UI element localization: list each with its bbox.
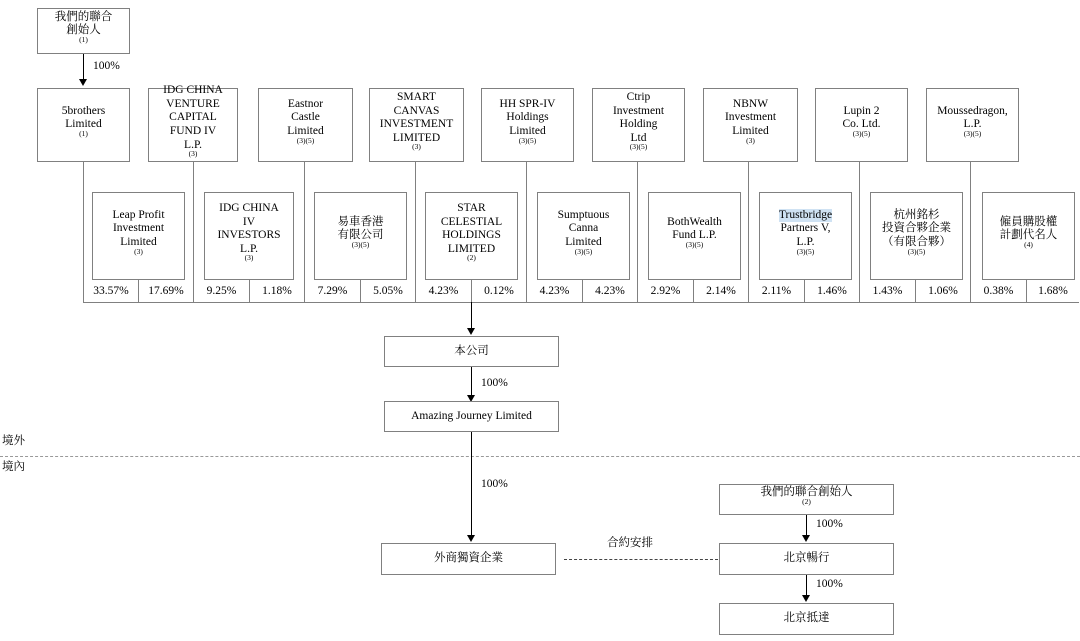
percent-cell-12: 2.11% bbox=[748, 280, 804, 302]
percent-cell-1: 17.69% bbox=[138, 280, 193, 302]
label-contract-arrangement: 合約安排 bbox=[607, 537, 653, 549]
arrow-aj-to-wfoe bbox=[467, 535, 475, 542]
entity-idg-china-iv-investors: IDG CHINA IV INVESTORS L.P. $^{(3)}$ bbox=[204, 192, 294, 280]
percent-aj-wfoe: 100% bbox=[481, 478, 508, 490]
founders2-box: 我們的聯合創始人 $^{(2)}$ bbox=[719, 484, 894, 515]
stem-t1-6 bbox=[748, 162, 749, 280]
stem-t1-3 bbox=[415, 162, 416, 280]
entity-company: 本公司 bbox=[384, 336, 559, 367]
percent-cell-14: 1.43% bbox=[859, 280, 915, 302]
stem-t1-4 bbox=[526, 162, 527, 280]
entity-eastnor-castle: Eastnor Castle Limited $^{(3)(5)}$ bbox=[258, 88, 353, 162]
entity-beijing-changxing: 北京暢行 bbox=[719, 543, 894, 575]
percent-cell-11: 2.14% bbox=[693, 280, 748, 302]
percent-cell-7: 0.12% bbox=[471, 280, 526, 302]
percent-founders-5brothers: 100% bbox=[93, 60, 120, 72]
stem-t1-1 bbox=[193, 162, 194, 280]
percent-cell-15: 1.06% bbox=[915, 280, 970, 302]
entity-wfoe: 外商獨資企業 bbox=[381, 543, 556, 575]
entity-yiche-hongkong: 易車香港 有限公司 $^{(3)(5)}$ bbox=[314, 192, 407, 280]
percent-company-aj: 100% bbox=[481, 377, 508, 389]
contract-line bbox=[564, 559, 718, 560]
entity-beijing-didi: 北京抵達 bbox=[719, 603, 894, 635]
entity-moussedragon: Moussedragon, L.P. $^{(3)(5)}$ bbox=[926, 88, 1019, 162]
entity-hh-spr-iv: HH SPR-IV Holdings Limited $^{(3)(5)}$ bbox=[481, 88, 574, 162]
percent-changxing-didi: 100% bbox=[816, 578, 843, 590]
entity-nbnw-investment: NBNW Investment Limited $^{(3)}$ bbox=[703, 88, 798, 162]
connector-collector-to-company bbox=[471, 302, 472, 330]
arrow-founders-to-5brothers bbox=[79, 79, 87, 86]
percent-cell-0: 33.57% bbox=[83, 280, 138, 302]
percent-cell-6: 4.23% bbox=[415, 280, 471, 302]
connector-changxing-to-didi bbox=[806, 575, 807, 596]
jurisdiction-divider bbox=[0, 456, 1080, 457]
percent-cell-3: 1.18% bbox=[249, 280, 304, 302]
entity-trustbridge-partners: Trustbridge Partners V, L.P. $^{(3)(5)}$ bbox=[759, 192, 852, 280]
percent-cell-17: 1.68% bbox=[1026, 280, 1079, 302]
connector-company-to-aj bbox=[471, 367, 472, 396]
entity-bothwealth-fund: BothWealth Fund L.P. $^{(3)(5)}$ bbox=[648, 192, 741, 280]
percent-cell-9: 4.23% bbox=[582, 280, 637, 302]
percent-cell-2: 9.25% bbox=[193, 280, 249, 302]
entity-leap-profit: Leap Profit Investment Limited $^{(3)}$ bbox=[92, 192, 185, 280]
arrow-changxing-to-didi bbox=[802, 595, 810, 602]
stem-t1-0 bbox=[83, 162, 84, 280]
founders-line1: 我們的聯合 bbox=[54, 10, 113, 23]
label-onshore: 境內 bbox=[2, 461, 25, 473]
entity-idg-china-venture: IDG CHINA VENTURE CAPITAL FUND IV L.P. $^{(3)}$ bbox=[148, 88, 238, 162]
arrow-to-company bbox=[467, 328, 475, 335]
entity-lupin-2: Lupin 2 Co. Ltd. $^{(3)(5)}$ bbox=[815, 88, 908, 162]
connector-aj-to-wfoe bbox=[471, 432, 472, 536]
percent-founders2-changxing: 100% bbox=[816, 518, 843, 530]
percent-cell-5: 5.05% bbox=[360, 280, 415, 302]
founders-box bbox=[37, 8, 130, 54]
connector-founders-to-5brothers bbox=[83, 54, 84, 79]
founders-line2: 創始人 $^{(1)}$ bbox=[66, 24, 101, 44]
entity-amazing-journey: Amazing Journey Limited bbox=[384, 401, 559, 432]
percent-cell-13: 1.46% bbox=[804, 280, 859, 302]
entity-esop-nominee: 僱員購股權 計劃代名人 $^{(4)}$ bbox=[982, 192, 1075, 280]
percent-cell-10: 2.92% bbox=[637, 280, 693, 302]
stem-t1-8 bbox=[970, 162, 971, 280]
collector-line bbox=[83, 302, 1079, 303]
stem-t1-2 bbox=[304, 162, 305, 280]
arrow-founders2-to-changxing bbox=[802, 535, 810, 542]
connector-founders2-to-changxing bbox=[806, 515, 807, 536]
percent-cell-4: 7.29% bbox=[304, 280, 360, 302]
percent-cell-8: 4.23% bbox=[526, 280, 582, 302]
entity-hangzhou-mingshan: 杭州銘杉 投資合夥企業 （有限合夥） $^{(3)(5)}$ bbox=[870, 192, 963, 280]
entity-sumptuous-canna: Sumptuous Canna Limited $^{(3)(5)}$ bbox=[537, 192, 630, 280]
label-offshore: 境外 bbox=[2, 435, 25, 447]
entity-star-celestial: STAR CELESTIAL HOLDINGS LIMITED $^{(2)}$ bbox=[425, 192, 518, 280]
stem-t1-5 bbox=[637, 162, 638, 280]
entity-smart-canvas: SMART CANVAS INVESTMENT LIMITED $^{(3)}$ bbox=[369, 88, 464, 162]
percent-cell-16: 0.38% bbox=[970, 280, 1026, 302]
stem-t1-7 bbox=[859, 162, 860, 280]
entity-ctrip-investment: Ctrip Investment Holding Ltd $^{(3)(5)}$ bbox=[592, 88, 685, 162]
entity-5brothers: 5brothers Limited $^{(1)}$ bbox=[37, 88, 130, 162]
